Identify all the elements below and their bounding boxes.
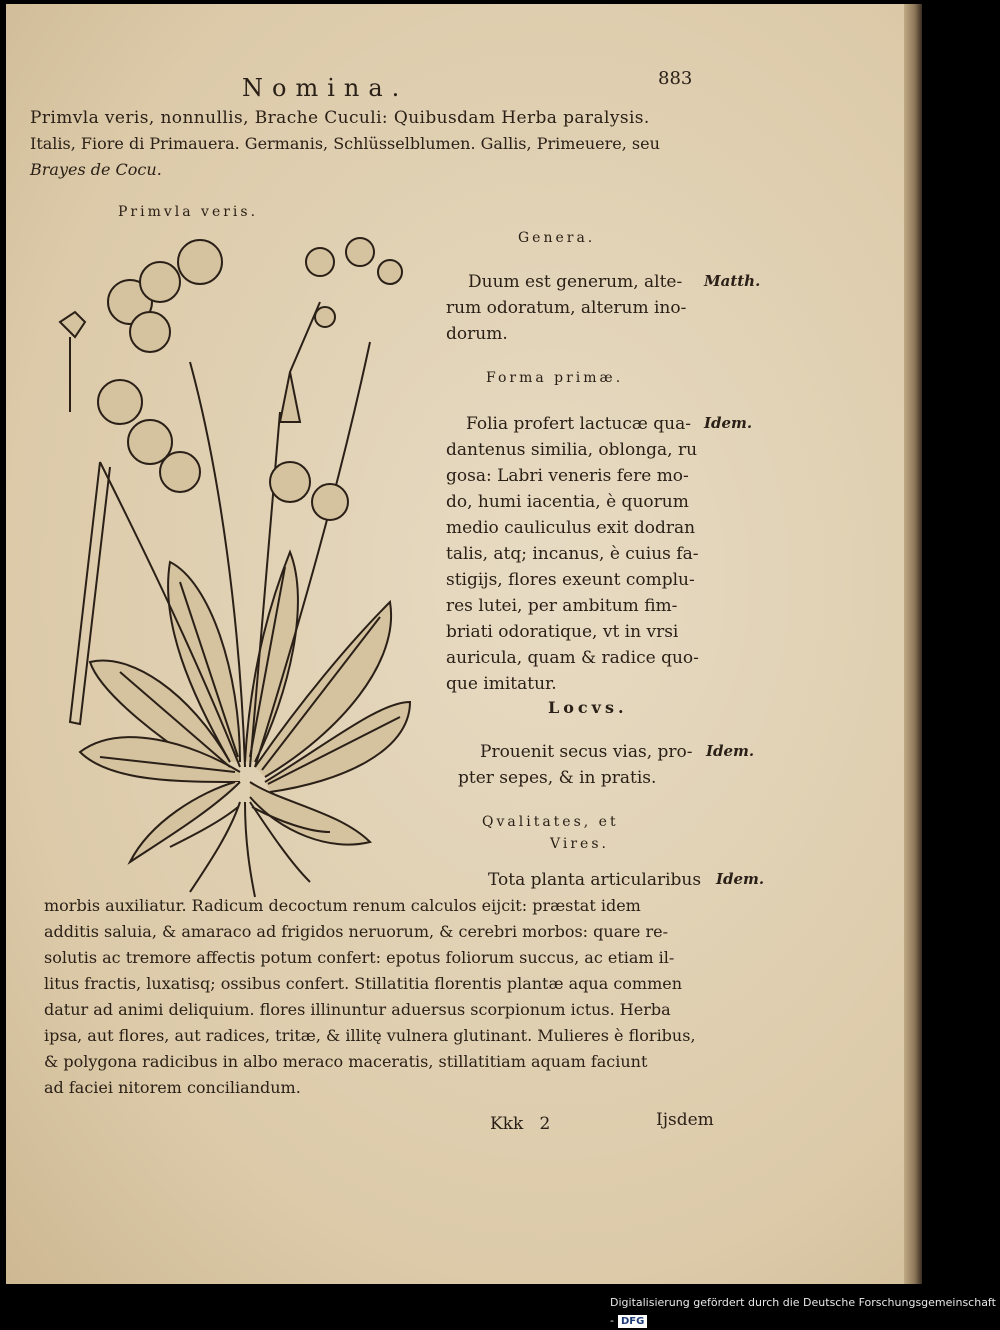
forma-line-1: Folia profert lactucæ qua-	[466, 414, 691, 434]
body-line-2: additis saluia, & amaraco ad frigidos neruorum, & cerebri morbos: quare re-	[44, 922, 668, 941]
forma-line-8: res lutei, per ambitum fim-	[446, 596, 678, 616]
qualitates-marginal-note: Idem.	[716, 870, 765, 888]
genera-marginal-note: Matth.	[704, 272, 761, 290]
forma-line-2: dantenus similia, oblonga, ru	[446, 440, 698, 460]
forma-line-6: talis, atq; incanus, è cuius fa-	[446, 544, 699, 564]
names-line-3: Brayes de Cocu.	[30, 160, 162, 179]
figure-caption: Primvla veris.	[118, 204, 259, 220]
body-line-6: ipsa, aut flores, aut radices, tritæ, & illitę vulnera glutinant. Mulieres è floribus,	[44, 1026, 696, 1045]
forma-heading: Forma primæ.	[486, 370, 624, 386]
body-line-4: litus fractis, luxatisq; ossibus confert. Stillatitia florentis plantæ aqua commen	[44, 974, 683, 993]
primula-woodcut-illustration	[40, 222, 420, 902]
locus-marginal-note: Idem.	[706, 742, 755, 760]
forma-line-5: medio cauliculus exit dodran	[446, 518, 696, 538]
names-line-2: Italis, Fiore di Primauera. Germanis, Schlüsselblumen. Gallis, Primeuere, seu	[30, 134, 660, 153]
forma-line-11: que imitatur.	[446, 674, 557, 694]
locus-line-1: Prouenit secus vias, pro-	[480, 742, 693, 762]
book-spine	[904, 4, 922, 1284]
body-line-8: ad faciei nitorem conciliandum.	[44, 1078, 301, 1097]
body-line-1: morbis auxiliatur. Radicum decoctum renum calculos eijcit: præstat idem	[44, 896, 641, 915]
names-line-1: Primvla veris, nonnullis, Brache Cuculi: Quibusdam Herba paralysis.	[30, 108, 650, 128]
page-title: Nomina.	[242, 74, 409, 102]
page-number: 883	[658, 68, 693, 89]
catchword: Ijsdem	[656, 1110, 714, 1130]
forma-line-4: do, humi iacentia, è quorum	[446, 492, 689, 512]
genera-heading: Genera.	[518, 230, 596, 246]
body-line-7: & polygona radicibus in albo meraco maceratis, stillatitiam aquam faciunt	[44, 1052, 648, 1071]
forma-line-7: stigijs, flores exeunt complu-	[446, 570, 695, 590]
genera-line-3: dorum.	[446, 324, 508, 344]
forma-line-9: briati odoratique, vt in vrsi	[446, 622, 679, 642]
forma-marginal-note: Idem.	[704, 414, 753, 432]
qualitates-heading: Qvalitates, et	[482, 814, 619, 830]
vires-heading: Vires.	[550, 836, 609, 852]
locus-heading: Locvs.	[548, 698, 628, 717]
genera-line-1: Duum est generum, alte-	[468, 272, 683, 292]
locus-line-2: pter sepes, & in pratis.	[458, 768, 657, 788]
dfg-logo: DFG	[618, 1315, 647, 1328]
body-line-5: datur ad animi deliquium. flores illinuntur aduersus scorpionum ictus. Herba	[44, 1000, 671, 1019]
forma-line-3: gosa: Labri veneris fere mo-	[446, 466, 689, 486]
footer-text: Digitalisierung gefördert durch die Deutsche Forschungsgemeinschaft -	[610, 1296, 996, 1327]
digitization-footer	[610, 1294, 1000, 1327]
qualitates-first-line: Tota planta articularibus	[488, 870, 702, 890]
signature-mark: Kkk 2	[490, 1114, 551, 1134]
body-line-3: solutis ac tremore affectis potum confert: epotus foliorum succus, ac etiam il-	[44, 948, 675, 967]
genera-line-2: rum odoratum, alterum ino-	[446, 298, 687, 318]
forma-line-10: auricula, quam & radice quo-	[446, 648, 699, 668]
